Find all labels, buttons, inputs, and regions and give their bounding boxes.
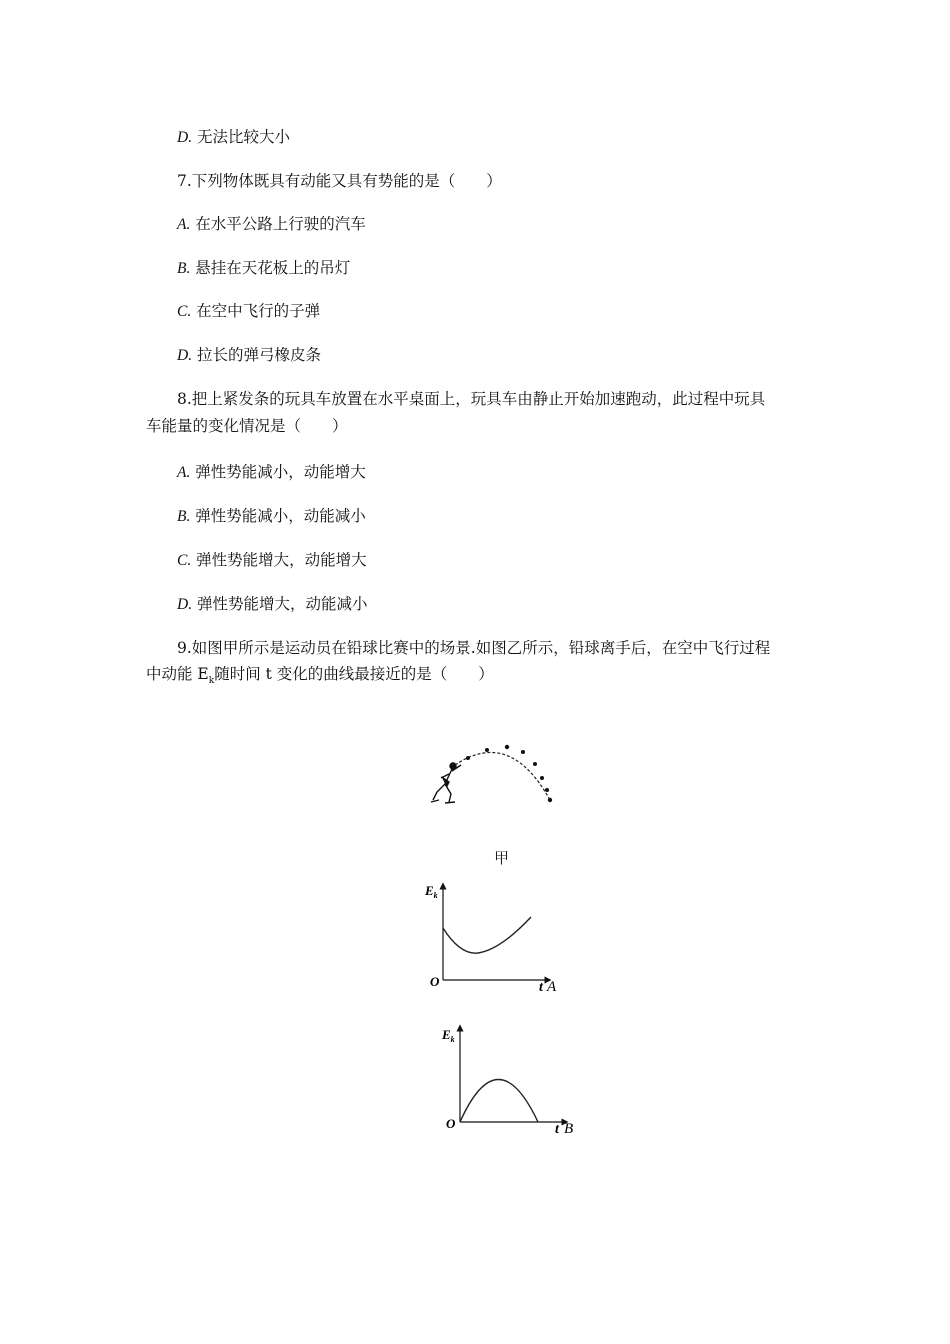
option-letter: C. <box>177 552 192 569</box>
q7-option-a <box>177 214 366 235</box>
origin-label: O <box>446 1116 456 1131</box>
q7-option-b <box>177 258 350 279</box>
q8-option-b <box>177 506 366 527</box>
option-text: 弹性势能增大，动能减小 <box>197 595 368 613</box>
option-text: 无法比较大小 <box>197 128 291 146</box>
q7-stem: 7.下列物体既具有动能又具有势能的是（ ） <box>177 172 502 190</box>
option-letter: B. <box>177 508 191 525</box>
graph-a <box>420 880 570 995</box>
trajectory-path <box>455 752 550 800</box>
q8-stem-line2: 车能量的变化情况是（ ） <box>146 417 348 435</box>
option-label-b: B <box>564 1121 574 1137</box>
figure-caption-jia: 甲 <box>494 849 510 867</box>
q8-option-c <box>177 550 367 571</box>
q8-option-d <box>177 594 368 615</box>
option-text: 弹性势能增大，动能增大 <box>196 551 367 569</box>
graph-b <box>440 1022 590 1140</box>
q9-stem-part-b: 随时间 t 变化的曲线最接近的是（ ） <box>214 665 494 683</box>
option-text: 弹性势能减小，动能减小 <box>195 507 366 525</box>
option-text: 在空中飞行的子弹 <box>196 302 321 320</box>
y-axis-label: $E_k$ <box>442 1027 455 1044</box>
q9-stem-line2 <box>146 664 494 691</box>
athlete-figure <box>431 763 461 803</box>
q9-stem-line1: 9.如图甲所示是运动员在铅球比赛中的场景.如图乙所示，铅球离手后，在空中飞行过程 <box>177 639 771 657</box>
option-letter: A. <box>177 464 191 481</box>
option-text: 弹性势能减小，动能增大 <box>195 463 366 481</box>
q7-option-c <box>177 301 320 322</box>
option-letter: D. <box>177 129 193 146</box>
q6-option-d <box>177 127 290 148</box>
option-letter: D. <box>177 596 193 613</box>
option-text: 在水平公路上行驶的汽车 <box>195 215 366 233</box>
q7-option-d <box>177 345 321 366</box>
q9-stem-part-a: 中动能 E <box>146 665 209 683</box>
q8-stem-line1: 8.把上紧发条的玩具车放置在水平桌面上，玩具车由静止开始加速跑动，此过程中玩具 <box>177 390 766 408</box>
shot-put-illustration <box>425 740 565 810</box>
option-text: 悬挂在天花板上的吊灯 <box>195 259 351 277</box>
origin-label: O <box>430 974 440 989</box>
option-text: 拉长的弹弓橡皮条 <box>197 346 322 364</box>
option-letter: D. <box>177 347 193 364</box>
x-axis-label: t <box>555 1122 559 1137</box>
x-axis-label: t <box>539 980 543 995</box>
ek-curve-b <box>460 1080 538 1123</box>
option-letter: B. <box>177 260 191 277</box>
ek-curve-a <box>443 917 531 953</box>
q9-stem-subscript: k <box>208 676 215 687</box>
option-letter: C. <box>177 303 192 320</box>
option-letter: A. <box>177 216 191 233</box>
q8-option-a <box>177 462 366 483</box>
option-label-a: A <box>547 979 557 995</box>
y-axis-label: $E_k$ <box>425 883 438 900</box>
